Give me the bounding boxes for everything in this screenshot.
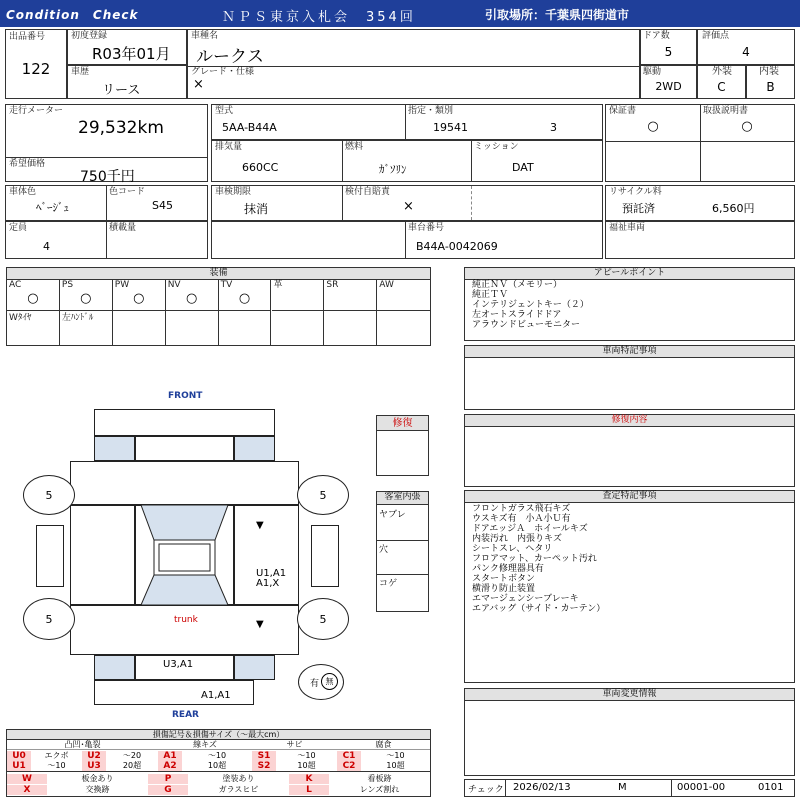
legend-desc: ～10 (47, 761, 66, 770)
equip-cell-6 (324, 280, 377, 311)
equip-option-cell-4 (219, 311, 272, 345)
warranty-label: 保証書 (609, 106, 637, 116)
transmission: DAT (512, 161, 534, 174)
equip-option-label: Wﾀｲﾔ (9, 313, 32, 323)
damage-mark-rear-center: U3,A1 (163, 659, 194, 670)
left-mirror-area (36, 525, 64, 587)
color-label: 車体色 (9, 187, 37, 197)
equip-label: AW (379, 280, 394, 290)
equip-label: 革 (273, 280, 283, 290)
grade-label: グレード・仕様 (191, 67, 255, 77)
history-label: 車歴 (71, 67, 90, 77)
appeal-title: アピールポイント (465, 268, 794, 280)
spare-none-mark: 無 (321, 673, 338, 690)
appeal-line: アラウンドビューモニター (472, 320, 581, 330)
liability-label: 検付自賠責 (345, 187, 391, 197)
exterior-grade: C (717, 80, 726, 94)
grade: × (193, 77, 204, 92)
equip-mark: ○ (185, 291, 198, 306)
recycle-label: リサイクル料 (609, 187, 662, 197)
equip-option-cell-1 (60, 311, 113, 345)
checker: M (618, 782, 627, 793)
legend-separator (7, 771, 430, 773)
capacity: 4 (43, 240, 50, 253)
inspection-line: スタートボタン (472, 574, 536, 584)
drive-label: 駆動 (643, 67, 662, 77)
repair-detail-title: 修復内容 (465, 415, 794, 427)
equip-label: NV (167, 280, 181, 290)
spare-tire-box (298, 664, 344, 700)
lot-number: 122 (21, 60, 51, 78)
warranty: ○ (647, 119, 659, 134)
rear-right-corner (234, 655, 275, 680)
left-doors (70, 505, 135, 605)
key-mark-front: ▼ (256, 520, 264, 531)
rear-window (141, 575, 228, 605)
equip-cell-5 (272, 280, 325, 311)
engine-box (211, 140, 603, 182)
equip-option-cell-7 (377, 311, 430, 345)
color-box (5, 185, 208, 221)
legend-code: U3 (87, 761, 101, 771)
equip-mark: ○ (27, 291, 39, 306)
rear-left-corner (94, 655, 135, 680)
appeal-list (472, 280, 589, 330)
recycle-fee: 6,560円 (712, 202, 755, 215)
windshield-diagram (135, 505, 234, 605)
legend-group-0: 凸凹･亀裂 (7, 740, 158, 750)
appeal-line: 左オートスライドドア (472, 310, 562, 320)
reg-label: 初度登録 (71, 31, 108, 41)
equip-cell-2 (113, 280, 166, 311)
legend-code: U0 (12, 751, 26, 761)
tire-depth-rr: 5 (319, 613, 327, 626)
load-label: 積載量 (109, 223, 137, 233)
appeal-line: インテリジェントキー（２） (472, 300, 589, 310)
reg-box (67, 29, 187, 65)
doors-box (640, 29, 697, 65)
chassis-number: B44A-0042069 (416, 240, 498, 253)
lot-box (5, 29, 67, 99)
inspection-line: ウスキズ有 小Ａ小Ｕ有 (472, 514, 571, 524)
inspection-box (211, 185, 603, 221)
repair-detail-box (464, 414, 795, 487)
legend-desc: 板金あり (81, 774, 114, 783)
key-mark-rear: ▼ (256, 619, 264, 630)
recycle-box (605, 185, 795, 221)
vehicle-history: リース (102, 83, 141, 98)
equip-cell-4 (219, 280, 272, 311)
legend-code: S1 (257, 751, 271, 761)
legend-code: G (164, 785, 172, 795)
legend-desc: 看板跡 (367, 774, 392, 783)
body-color: ﾍﾞｰｼﾞｭ (36, 201, 69, 214)
special-notes-box (464, 345, 795, 410)
price-label: 希望価格 (9, 159, 46, 169)
tire-depth-fl: 5 (45, 489, 53, 502)
lot-label: 出品番号 (9, 32, 46, 42)
cabin-item-tear: ヤブレ (379, 510, 406, 520)
history-box (67, 65, 187, 99)
check-date: 2026/02/13 (513, 782, 571, 793)
mileage-label: 走行メーター (9, 106, 64, 116)
color-code: S45 (152, 199, 173, 212)
legend-code: W (22, 774, 32, 784)
tire-rear-left (23, 598, 75, 640)
footer-bar (464, 779, 795, 797)
trunk-area (70, 605, 299, 655)
legend-code: X (23, 785, 31, 795)
liability-insurance: × (403, 199, 414, 214)
legend-group-1: 線キズ (158, 740, 252, 750)
front-label: FRONT (168, 391, 203, 401)
name-label: 車種名 (191, 31, 219, 41)
appeal-box (464, 267, 795, 341)
inspection-line: 内装汚れ 内張りキズ (472, 534, 562, 544)
legend-desc: ～20 (122, 751, 142, 760)
change-info-box (464, 688, 795, 776)
legend-group-2: サビ (252, 740, 337, 750)
legend-code: A1 (163, 751, 177, 761)
inspection-line: エアバッグ（サイド・カーテン） (472, 604, 606, 614)
hood (70, 461, 299, 505)
displacement: 660CC (242, 161, 279, 174)
form-title: Condition Check (6, 8, 139, 22)
inspection-line: シートスレ、ヘタリ (472, 544, 553, 554)
equip-cell-3 (166, 280, 219, 311)
class-label: 指定・類別 (408, 106, 454, 116)
ext-label: 外装 (712, 66, 732, 77)
equip-label: SR (326, 280, 339, 290)
equip-label: AC (9, 280, 22, 290)
cabin-item-hole: 穴 (379, 545, 389, 555)
ext-box (697, 65, 746, 99)
recycle-status: 預託済 (622, 202, 655, 215)
equip-mark: ○ (133, 291, 145, 306)
manual: ○ (741, 119, 753, 134)
inspection-label: 車検期限 (215, 187, 252, 197)
vehicle-name: ルークス (196, 47, 264, 67)
name-box (187, 29, 640, 99)
legend-desc: ～10 (297, 751, 316, 760)
front-bumper (94, 409, 275, 436)
equip-option-cell-3 (166, 311, 219, 345)
inspection-line: 横滑り防止装置 (472, 584, 536, 594)
equip-option-cell-2 (113, 311, 166, 345)
equipment-table (6, 267, 431, 346)
equipment-title: 装備 (7, 268, 430, 280)
repair-title: 修復 (377, 416, 428, 431)
inspection-expiry: 抹消 (244, 202, 269, 216)
capacity-label: 定員 (9, 223, 28, 233)
legend-desc: エクボ (44, 751, 69, 760)
pickup-location: 引取場所：千葉県四街道市 (485, 8, 630, 22)
model-code: 5AA-B44A (222, 121, 277, 134)
tire-front-right (297, 475, 349, 515)
chassis-label: 車台番号 (408, 223, 445, 233)
legend-code: U2 (87, 751, 101, 761)
capacity-box (5, 221, 208, 259)
legend-code: A2 (163, 761, 177, 771)
doors: 5 (664, 45, 673, 59)
damage-mark-rear-bumper: A1,A1 (201, 690, 231, 701)
mileage-box (5, 104, 208, 185)
legend-desc: 10超 (386, 761, 405, 770)
equip-label: PS (61, 280, 74, 290)
legend-desc: ～10 (207, 751, 227, 760)
sunroof-area (154, 540, 215, 575)
legend-desc: 10超 (207, 761, 227, 770)
equip-option-cell-6 (324, 311, 377, 345)
trunk-label: trunk (174, 615, 198, 625)
docs-box (605, 104, 795, 182)
code-2: 0101 (758, 782, 784, 793)
front-right-corner (234, 436, 275, 461)
cabin-box (376, 491, 429, 612)
front-left-corner (94, 436, 135, 461)
score-box (697, 29, 795, 65)
tire-front-left (23, 475, 75, 515)
legend-desc: 10超 (297, 761, 316, 770)
title-bar (0, 0, 800, 27)
code-1: 00001-00 (677, 782, 726, 793)
inspection-list (472, 504, 605, 614)
legend-desc: レンズ割れ (359, 785, 400, 794)
legend-code: C1 (342, 751, 356, 761)
model-label: 型式 (215, 106, 234, 116)
drive-box (640, 65, 697, 99)
rear-label: REAR (172, 710, 199, 720)
drive: 2WD (655, 80, 682, 93)
model-box (211, 104, 603, 140)
legend-code: K (305, 774, 313, 784)
inspection-line: パンク修理器具有 (472, 564, 544, 574)
fuel: ｶﾞｿﾘﾝ (379, 163, 407, 176)
manual-label: 取扱説明書 (703, 106, 749, 116)
special-notes-title: 車両特記事項 (465, 346, 794, 358)
tire-depth-rl: 5 (45, 613, 53, 626)
damage-mark-right: U1,A1 A1,X (256, 568, 287, 589)
cabin-title: 客室内張 (377, 492, 428, 505)
legend-desc: ～10 (386, 751, 405, 760)
equip-option-cell-0 (7, 311, 60, 345)
auction-name: ＮＰＳ東京入札会 354回 (222, 10, 416, 25)
class-number: 19541 (433, 121, 468, 134)
legend-desc: 交換跡 (85, 785, 110, 794)
score: 4 (742, 45, 750, 59)
mileage: 29,532km (78, 118, 164, 138)
score-label: 評価点 (702, 31, 730, 41)
front-grille (135, 436, 234, 461)
equip-cell-7 (377, 280, 430, 311)
cabin-item-burn: コゲ (379, 579, 398, 589)
class-type: 3 (550, 121, 557, 134)
chassis-box (211, 221, 603, 259)
desired-price: 750千円 (80, 169, 135, 185)
legend-table (6, 729, 431, 797)
legend-code: U1 (12, 761, 26, 771)
equip-label: TV (220, 280, 233, 290)
int-label: 内装 (759, 66, 779, 77)
equip-mark: ○ (80, 291, 92, 306)
check-label: チェック (468, 785, 504, 795)
equip-cell-0 (7, 280, 60, 311)
color-code-label: 色コード (109, 187, 146, 197)
doors-label: ドア数 (643, 31, 670, 41)
inspection-notes-title: 査定特記事項 (465, 491, 794, 503)
inspection-notes-box (464, 490, 795, 683)
legend-group-3: 腐食 (337, 740, 430, 750)
legend-desc: 20超 (122, 761, 142, 770)
equip-cell-1 (60, 280, 113, 311)
inspection-line: フロントガラス飛石キズ (472, 504, 571, 514)
legend-code: L (306, 785, 312, 795)
spare-has-label: 有 (310, 679, 320, 689)
legend-code: P (164, 774, 172, 784)
welfare-box (605, 221, 795, 259)
windshield (141, 505, 228, 540)
welfare-label: 福祉車両 (609, 223, 646, 233)
inspection-line: ドアエッジＡ ホイールキズ (472, 524, 588, 534)
change-info-title: 車両変更情報 (465, 689, 794, 701)
legend-code: S2 (257, 761, 271, 771)
tire-rear-right (297, 598, 349, 640)
fuel-label: 燃料 (345, 142, 364, 152)
first-registration: R03年01月 (92, 45, 171, 63)
transmission-label: ミッション (474, 142, 519, 152)
equip-label: PW (114, 280, 130, 290)
tire-depth-fr: 5 (319, 489, 327, 502)
equip-mark: ○ (238, 291, 251, 306)
inspection-line: エマージェンシーブレーキ (472, 594, 579, 604)
right-mirror-area (311, 525, 339, 587)
legend-desc: ガラスヒビ (218, 785, 259, 794)
int-box (746, 65, 795, 99)
appeal-line: 純正ＴＶ (472, 290, 509, 300)
equip-option-cell-5 (272, 311, 325, 345)
repair-box (376, 415, 429, 476)
displacement-label: 排気量 (215, 142, 243, 152)
right-doors (234, 505, 299, 605)
equip-option-label: 左ﾊﾝﾄﾞﾙ (61, 313, 94, 323)
appeal-line: 純正ＮＶ（メモリー） (472, 280, 563, 290)
inspection-line: フロアマット、カーペット汚れ (472, 554, 597, 564)
legend-code: C2 (342, 761, 356, 771)
interior-grade: B (766, 80, 775, 94)
legend-title: 損傷記号＆損傷サイズ（～最大cm） (7, 730, 430, 740)
legend-desc: 塗装あり (222, 774, 255, 783)
